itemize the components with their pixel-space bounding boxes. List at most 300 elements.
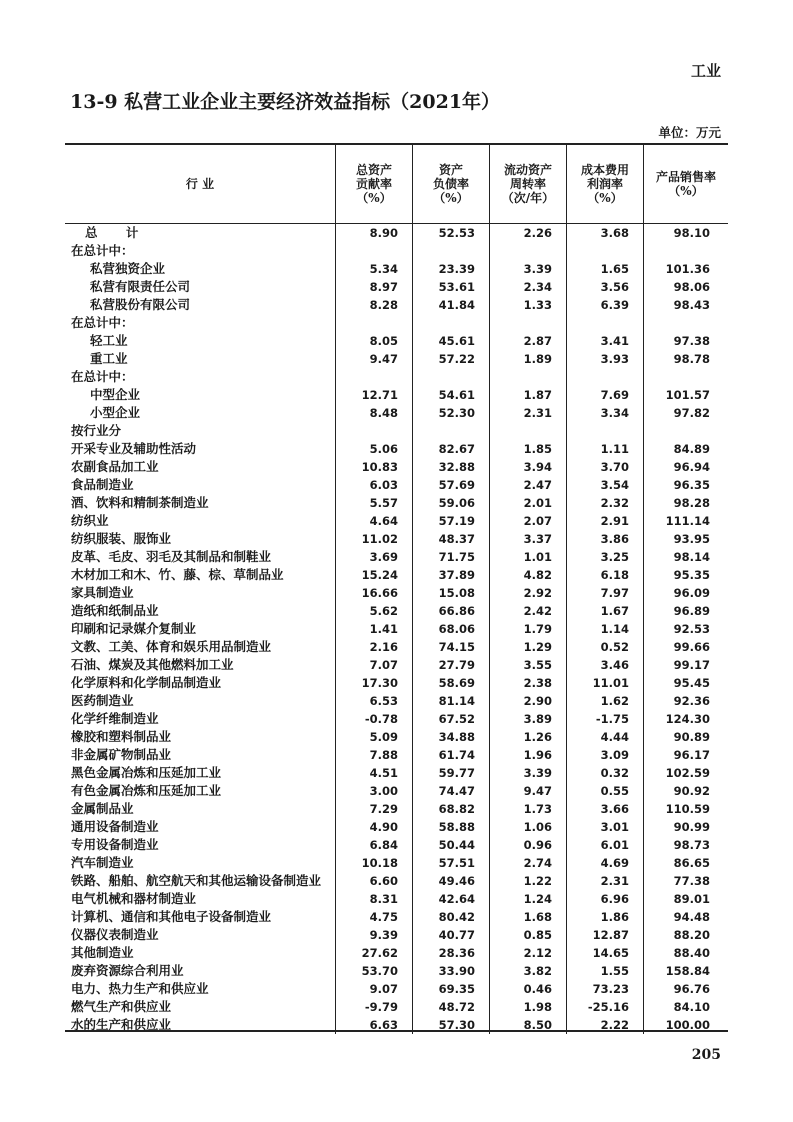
row-value: 41.84 [412,296,489,314]
row-value: 9.39 [335,926,412,944]
row-label: 铁路、船舶、航空航天和其他运输设备制造业 [71,873,322,888]
row-label: 化学纤维制造业 [71,711,159,726]
row-value: 7.69 [566,386,643,404]
table-row [65,476,728,494]
row-value [412,368,489,386]
row-value: 2.32 [566,494,643,512]
row-label: 通用设备制造业 [71,819,159,834]
row-value: 99.66 [643,638,728,656]
row-value: 27.79 [412,656,489,674]
row-value: 3.66 [566,800,643,818]
row-value: 3.34 [566,404,643,422]
row-value: 52.30 [412,404,489,422]
row-value: 92.36 [643,692,728,710]
header-industry: 行 业 [185,177,215,191]
table-row [65,926,728,944]
row-value: 158.84 [643,962,728,980]
row-value: 1.29 [489,638,566,656]
row-value: 1.24 [489,890,566,908]
row-value: 33.90 [412,962,489,980]
row-value: 53.70 [335,962,412,980]
table-row [65,890,728,908]
row-value: 7.07 [335,656,412,674]
table-row [65,620,728,638]
row-label: 开采专业及辅助性活动 [71,441,197,456]
row-value: 58.69 [412,674,489,692]
row-value: 4.75 [335,908,412,926]
table-row [65,494,728,512]
row-value: 10.18 [335,854,412,872]
row-value [643,242,728,260]
row-value: 8.31 [335,890,412,908]
row-value: 1.26 [489,728,566,746]
table-row [65,872,728,890]
row-value: 6.53 [335,692,412,710]
row-label: 皮革、毛皮、羽毛及其制品和制鞋业 [71,549,272,564]
table-row [65,242,728,260]
row-value: 1.96 [489,746,566,764]
row-value: 2.12 [489,944,566,962]
row-value: 12.71 [335,386,412,404]
row-value: 102.59 [643,764,728,782]
row-value: 1.22 [489,872,566,890]
row-value: 74.47 [412,782,489,800]
row-value: 3.93 [566,350,643,368]
table-row [65,818,728,836]
row-value: 1.85 [489,440,566,458]
table-row [65,404,728,422]
row-value: 86.65 [643,854,728,872]
row-value: 4.69 [566,854,643,872]
row-value: 3.41 [566,332,643,350]
row-value: 90.99 [643,818,728,836]
row-value: 16.66 [335,584,412,602]
row-value: 2.01 [489,494,566,512]
row-value: 6.03 [335,476,412,494]
table-row [65,656,728,674]
row-value: 8.28 [335,296,412,314]
row-value: -25.16 [566,998,643,1016]
unit-label: 单位：万元 [658,125,721,140]
row-value: 4.44 [566,728,643,746]
row-value: 98.78 [643,350,728,368]
row-value: 61.74 [412,746,489,764]
row-label: 木材加工和木、竹、藤、棕、草制品业 [71,567,284,582]
table-row [65,692,728,710]
row-value [643,314,728,332]
row-value: 52.53 [412,224,489,242]
row-value: 84.10 [643,998,728,1016]
row-value: 42.64 [412,890,489,908]
row-value: 2.92 [489,584,566,602]
row-label: 仪器仪表制造业 [71,927,159,942]
row-value: -1.75 [566,710,643,728]
row-value: 3.37 [489,530,566,548]
table-row [65,710,728,728]
row-label: 计算机、通信和其他电子设备制造业 [71,909,272,924]
row-value: 59.06 [412,494,489,512]
row-value: 3.55 [489,656,566,674]
row-value: 0.52 [566,638,643,656]
row-value: 88.20 [643,926,728,944]
row-value: 90.89 [643,728,728,746]
row-value: 71.75 [412,548,489,566]
row-value: 2.31 [489,404,566,422]
header-asset-liability-ratio: 资产 负债率 （%） [412,145,489,223]
row-value: 2.34 [489,278,566,296]
row-value: 8.90 [335,224,412,242]
row-value: 6.84 [335,836,412,854]
table-row [65,764,728,782]
row-value: 57.22 [412,350,489,368]
row-value: 97.82 [643,404,728,422]
row-value: 97.38 [643,332,728,350]
table-row [65,944,728,962]
row-value: 0.32 [566,764,643,782]
row-value: 32.88 [412,458,489,476]
row-value: 5.62 [335,602,412,620]
row-value: 2.22 [566,1016,643,1034]
row-value [412,422,489,440]
row-value: 101.57 [643,386,728,404]
table-row [65,980,728,998]
row-value: 6.18 [566,566,643,584]
row-value [489,314,566,332]
row-value [489,242,566,260]
row-label: 非金属矿物制品业 [71,747,172,762]
row-label: 轻工业 [90,333,128,348]
row-value: 77.38 [643,872,728,890]
row-value: 2.91 [566,512,643,530]
table-body [65,224,728,1034]
row-label: 私营独资企业 [90,261,166,276]
row-label: 私营有限责任公司 [90,279,191,294]
header-current-asset-turnover: 流动资产 周转率 （次/年） [489,145,566,223]
row-value: 2.90 [489,692,566,710]
row-value [643,368,728,386]
row-value: 94.48 [643,908,728,926]
row-value: 6.63 [335,1016,412,1034]
row-value: 1.98 [489,998,566,1016]
row-value [412,242,489,260]
row-value: 96.76 [643,980,728,998]
row-value: 3.46 [566,656,643,674]
row-value: 9.07 [335,980,412,998]
row-label: 造纸和纸制品业 [71,603,159,618]
page-title: 13-9 私营工业企业主要经济效益指标（2021年） [70,91,501,113]
row-value: 111.14 [643,512,728,530]
row-label: 按行业分 [71,423,122,438]
row-value: 84.89 [643,440,728,458]
table-row [65,314,728,332]
row-value: 5.06 [335,440,412,458]
table-row [65,674,728,692]
row-value: 3.09 [566,746,643,764]
row-value: 15.08 [412,584,489,602]
table-row [65,962,728,980]
row-value: 34.88 [412,728,489,746]
table-row [65,728,728,746]
row-value: 68.82 [412,800,489,818]
row-value: 100.00 [643,1016,728,1034]
row-value: 2.38 [489,674,566,692]
row-value: 54.61 [412,386,489,404]
row-value: 8.05 [335,332,412,350]
row-value: 1.67 [566,602,643,620]
row-value: 3.86 [566,530,643,548]
row-value: 3.39 [489,764,566,782]
row-value: 88.40 [643,944,728,962]
row-value: 5.57 [335,494,412,512]
row-value: 89.01 [643,890,728,908]
row-value [566,314,643,332]
row-value: 66.86 [412,602,489,620]
row-value: 98.73 [643,836,728,854]
table-row [65,512,728,530]
row-value: 90.92 [643,782,728,800]
row-value: 37.89 [412,566,489,584]
table-row [65,224,728,242]
table-row [65,800,728,818]
row-value: 1.33 [489,296,566,314]
row-value: 96.94 [643,458,728,476]
row-label: 纺织业 [71,513,109,528]
row-value [335,422,412,440]
row-value: 3.70 [566,458,643,476]
row-value: 98.10 [643,224,728,242]
row-value: 96.35 [643,476,728,494]
row-value: 8.97 [335,278,412,296]
row-label: 黑色金属冶炼和压延加工业 [71,765,222,780]
row-value: 68.06 [412,620,489,638]
row-label: 汽车制造业 [71,855,134,870]
table-row [65,602,728,620]
row-label: 其他制造业 [71,945,134,960]
row-label: 食品制造业 [71,477,134,492]
row-value [412,314,489,332]
row-value [566,422,643,440]
row-value: 69.35 [412,980,489,998]
row-value: -0.78 [335,710,412,728]
row-label: 燃气生产和供应业 [71,999,172,1014]
table-row [65,332,728,350]
row-value: 92.53 [643,620,728,638]
table-row [65,836,728,854]
row-value: 82.67 [412,440,489,458]
row-value: 1.14 [566,620,643,638]
row-value: 2.42 [489,602,566,620]
section-label: 工业 [690,62,721,80]
table-row [65,260,728,278]
row-value: 74.15 [412,638,489,656]
row-value: 3.82 [489,962,566,980]
header-cost-profit-ratio: 成本费用 利润率 （%） [566,145,643,223]
row-label: 废弃资源综合利用业 [71,963,184,978]
row-value: 93.95 [643,530,728,548]
table-row [65,458,728,476]
row-value: 59.77 [412,764,489,782]
row-value: 81.14 [412,692,489,710]
row-value [335,368,412,386]
table-row [65,350,728,368]
row-value: 1.11 [566,440,643,458]
table-row [65,530,728,548]
row-value: 2.31 [566,872,643,890]
table-row [65,584,728,602]
table-row [65,998,728,1016]
row-value: 96.89 [643,602,728,620]
row-value: 1.79 [489,620,566,638]
row-label: 印刷和记录媒介复制业 [71,621,197,636]
row-label: 电力、热力生产和供应业 [71,981,209,996]
row-value: 17.30 [335,674,412,692]
row-value: 8.48 [335,404,412,422]
row-value: 0.96 [489,836,566,854]
row-value: 1.89 [489,350,566,368]
row-label: 小型企业 [90,405,141,420]
row-value: 11.01 [566,674,643,692]
row-value: 28.36 [412,944,489,962]
row-value: -9.79 [335,998,412,1016]
row-value: 2.87 [489,332,566,350]
row-value: 49.46 [412,872,489,890]
row-label: 化学原料和化学制品制造业 [71,675,222,690]
row-value: 3.68 [566,224,643,242]
row-value: 98.14 [643,548,728,566]
table-row [65,296,728,314]
row-label: 电气机械和器材制造业 [71,891,197,906]
row-value: 98.06 [643,278,728,296]
row-value: 15.24 [335,566,412,584]
row-value: 3.69 [335,548,412,566]
row-value: 5.09 [335,728,412,746]
row-label: 农副食品加工业 [71,459,159,474]
table-row [65,440,728,458]
row-value: 101.36 [643,260,728,278]
row-value [489,368,566,386]
row-value: 6.01 [566,836,643,854]
table-row [65,422,728,440]
row-label: 重工业 [90,351,128,366]
row-value: 1.01 [489,548,566,566]
row-value: 57.51 [412,854,489,872]
row-label: 酒、饮料和精制茶制造业 [71,495,209,510]
row-value: 4.90 [335,818,412,836]
row-value: 27.62 [335,944,412,962]
table-row [65,638,728,656]
row-value: 3.94 [489,458,566,476]
row-value: 12.87 [566,926,643,944]
row-value: 1.55 [566,962,643,980]
table-bottom-rule [65,1030,728,1032]
row-value: 48.72 [412,998,489,1016]
row-value: 6.60 [335,872,412,890]
row-value: 0.55 [566,782,643,800]
header-sales-ratio: 产品销售率 （%） [643,145,728,223]
row-value: 45.61 [412,332,489,350]
row-value: 4.64 [335,512,412,530]
row-value: 3.39 [489,260,566,278]
row-value: 1.86 [566,908,643,926]
row-value: 57.30 [412,1016,489,1034]
row-label: 在总计中： [71,369,134,384]
row-label: 家具制造业 [71,585,134,600]
row-label: 石油、煤炭及其他燃料加工业 [71,657,234,672]
row-value: 3.00 [335,782,412,800]
row-value: 124.30 [643,710,728,728]
row-label: 私营股份有限公司 [90,297,191,312]
row-label: 有色金属冶炼和压延加工业 [71,783,222,798]
row-value: 1.87 [489,386,566,404]
row-label: 纺织服装、服饰业 [71,531,172,546]
page-number: 205 [691,1047,721,1063]
table-row [65,746,728,764]
table-header [65,145,728,224]
row-value: 2.07 [489,512,566,530]
row-value: 1.65 [566,260,643,278]
row-value: 96.09 [643,584,728,602]
row-label: 在总计中： [71,315,134,330]
table-row [65,854,728,872]
header-total-asset-contribution: 总资产 贡献率 （%） [335,145,412,223]
row-value: 57.19 [412,512,489,530]
row-label: 医药制造业 [71,693,134,708]
row-value: 50.44 [412,836,489,854]
row-value: 9.47 [335,350,412,368]
row-value: 110.59 [643,800,728,818]
table-row [65,386,728,404]
row-label: 金属制品业 [71,801,134,816]
row-value: 3.54 [566,476,643,494]
row-value [335,314,412,332]
row-value: 98.28 [643,494,728,512]
row-value: 1.68 [489,908,566,926]
row-value: 7.29 [335,800,412,818]
row-value: 3.56 [566,278,643,296]
row-value: 53.61 [412,278,489,296]
row-value: 48.37 [412,530,489,548]
row-value: 4.51 [335,764,412,782]
row-value: 95.35 [643,566,728,584]
row-value: 95.45 [643,674,728,692]
table-row [65,368,728,386]
row-label: 水的生产和供应业 [71,1017,172,1032]
row-value [335,242,412,260]
row-value: 73.23 [566,980,643,998]
row-value: 2.16 [335,638,412,656]
row-value: 3.89 [489,710,566,728]
row-value [643,422,728,440]
row-value [489,422,566,440]
row-value: 2.26 [489,224,566,242]
row-value: 0.46 [489,980,566,998]
row-value: 1.41 [335,620,412,638]
row-value: 40.77 [412,926,489,944]
row-value: 99.17 [643,656,728,674]
row-label: 专用设备制造业 [71,837,159,852]
row-label: 总 计 [85,225,151,240]
row-value: 5.34 [335,260,412,278]
row-value: 7.88 [335,746,412,764]
row-value: 3.01 [566,818,643,836]
table-row [65,278,728,296]
row-value: 1.73 [489,800,566,818]
row-value: 3.25 [566,548,643,566]
row-value: 10.83 [335,458,412,476]
row-value [566,368,643,386]
row-value: 23.39 [412,260,489,278]
row-value [566,242,643,260]
